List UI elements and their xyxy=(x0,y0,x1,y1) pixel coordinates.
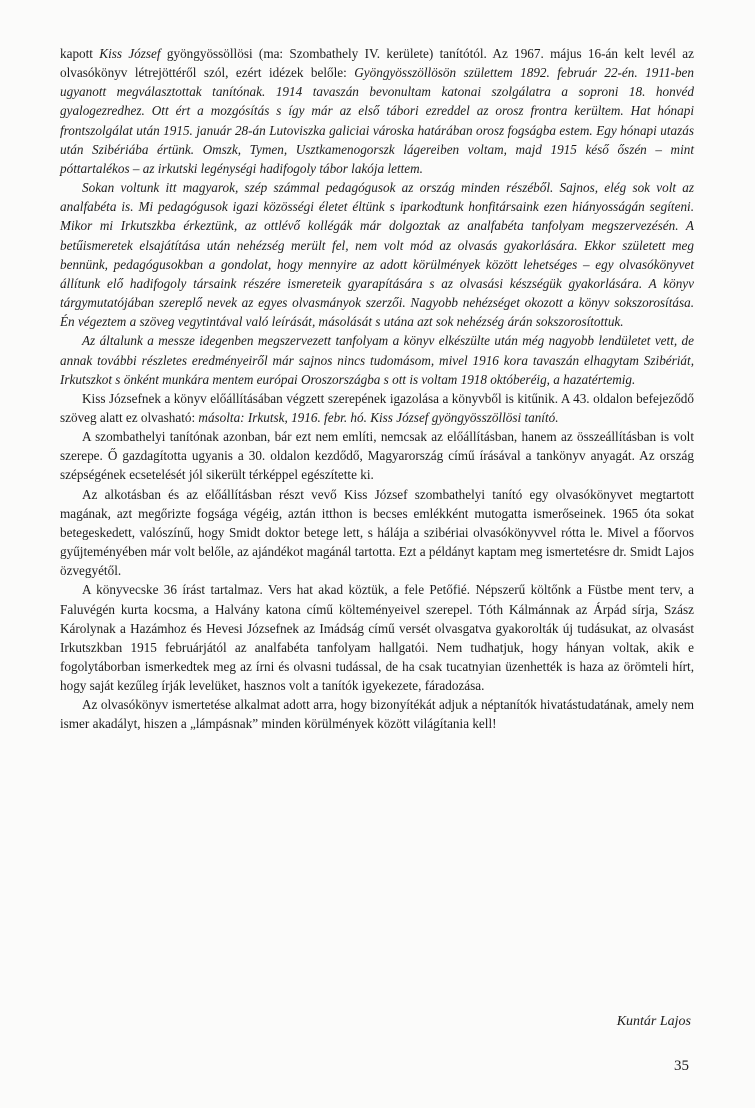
body-text-run: A szombathelyi tanítónak azonban, bár ezt nem említi, nemcsak az előállításban, hanem az összeállításban is volt szerepe. Ő gazdagította ugyanis a 30. oldalon kezdődő, Magyarország című írásával a tankönyv anyagát. Az ország szépségének ecsetelését jól sikerült térképpel egészítette ki. xyxy=(60,429,694,483)
body-text-run: Az alkotásban és az előállításban részt vevő Kiss József szombathelyi tanító egy olvasókönyvet megtartott magának, azt megőrizte fogsága végéig, aztán itthon is becses emlékként mutogatta ismerőseinek. 1965 óta sokat betegeskedett, valószínű, hogy Smidt doktor betege lett, s hálája a szibériai olvasókönyvvel rótta le. Mivel a főorvos gyűjteményében már volt belőle, az ajándékot magánál tartotta. Ezt a példányt kaptam meg ismertetésre dr. Smidt Lajos özvegyétől. xyxy=(60,486,694,579)
paragraph xyxy=(60,580,694,695)
paragraph xyxy=(60,331,694,388)
paragraph xyxy=(60,44,694,178)
paragraph xyxy=(60,389,694,427)
page-number: 35 xyxy=(674,1058,689,1074)
italic-quote-text: Kiss József xyxy=(99,46,161,61)
italic-quote-text: Sokan voltunk itt magyarok, szép számmal pedagógusok az ország minden részéből. Sajnos, elég sok volt az analfabéta is. Mi pedagógusok igazi közösségi életet éltünk s iparkodtunk honfitársaink ezen hiányosságán segíteni. Mikor mi Irkutszkba érkeztünk, az ottlévő kollégák már dolgoztak az analfabéta tanfolyam megszervezésén. A betűismeretek elsajátítása után nehézség merült fel, nem volt mód az olvasás gyakorlására. Ekkor született meg bennünk, pedagógusokban a gondolat, hogy mennyire az adott körülmények között lehetséges – egy olvasókönyvet állítunk elő hadifogoly társaink részére ismereteik gyarapítására s az olvasási készségük gyakorlására. A könyv tárgymutatójában szereplő nevek az egyes olvasmányok szerzői. Nagyobb nehézséget okozott a könyv sokszorosítása. Én végeztem a szöveg vegytintával való leírását, másolását s utána azt sok nehézség árán sokszorosítottuk. xyxy=(60,180,694,330)
body-text-run: kapott xyxy=(60,46,100,61)
italic-quote-text: Az általunk a messze idegenben megszervezett tanfolyam a könyv elkészülte után még nagyobb lendületet vett, de annak további részletes eredményeiről már sajnos nincs tudomásom, mivel 1916 kora tavaszán elhagytam Szibériát, Irkutszkot s önként munkára mentem európai Oroszországba s ott is voltam 1918 októberéig, a hazatértemig. xyxy=(60,333,694,387)
paragraph xyxy=(60,427,694,484)
italic-quote-text: Gyöngyösszöllösön születtem 1892. február 22-én. 1911-ben ugyanott megválasztottak tanítónak. 1914 tavaszán bevonultam katonai szolgálatra a soproni 18. honvéd gyalogezredhez. Ott ért a mozgósítás s így már az első tábori ezreddel az orosz frontra kerültem. Hat hónapi frontszolgálat után 1915. január 28-án Lutoviszka galiciai városka határában orosz fogságba estem. Egy hónapi utazás után Szibériába értünk. Omszk, Tymen, Usztkamenogorszk lágereiben voltam, majd 1915 késő őszén – mint póttartalékos – az irkutski legénységi hadifogoly tábor lakója lettem. xyxy=(60,65,694,176)
body-text-run: Kiss Józsefnek a könyv előállításában végzett szerepének igazolása a könyvből is kitűnik. A 43. oldalon befejeződő szöveg alatt ez olvasható: xyxy=(60,390,694,425)
body-text-run: gyöngyössöllösi (ma: Szombathely IV. kerülete) tanítótól. Az 1967. május 16-án kelt levél az olvasókönyv létrejöttéről szól, ezért idézek belőle: xyxy=(60,46,694,81)
italic-quote-text: másolta: Irkutsk, 1916. febr. hó. Kiss József gyöngyösszöllösi tanító. xyxy=(198,409,559,425)
body-text-run: Az olvasókönyv ismertetése alkalmat adott arra, hogy bizonyítékát adjuk a néptanítók hivatástudatának, amely nem ismer akadályt, hiszen a „lámpásnak” minden körülmények között világítania kell! xyxy=(60,697,694,732)
body-text xyxy=(60,44,694,734)
paragraph xyxy=(60,485,694,581)
paragraph xyxy=(60,178,694,331)
body-text-run: A könyvecske 36 írást tartalmaz. Vers hat akad köztük, a fele Petőfié. Népszerű költőnk a Füstbe ment terv, a Faluvégén kurta kocsma, a Halvány katona című költeményeivel szerepel. Tóth Kálmánnak az Árpád sírja, Szász Károlynak a Hazámhoz és Hevesi Józsefnek az Imádság című versét olvasgatva gyakorolták új tudásukat, az olvasást Irkutszkban 1915 februárjától az analfabéta tanfolyam hallgatói. Nem tudhatjuk, hogy hányan voltak, akik e fogolytáborban ismerkedtek meg az írni és olvasni tudással, de ha csak tucatnyian üzenhették is haza az örömteli hírt, hogy saját kezűleg írják levelüket, hasznos volt a tanítók igyekezete, fáradozása. xyxy=(60,582,694,694)
author-signature: Kuntár Lajos xyxy=(616,1014,691,1029)
paragraph xyxy=(60,695,694,733)
